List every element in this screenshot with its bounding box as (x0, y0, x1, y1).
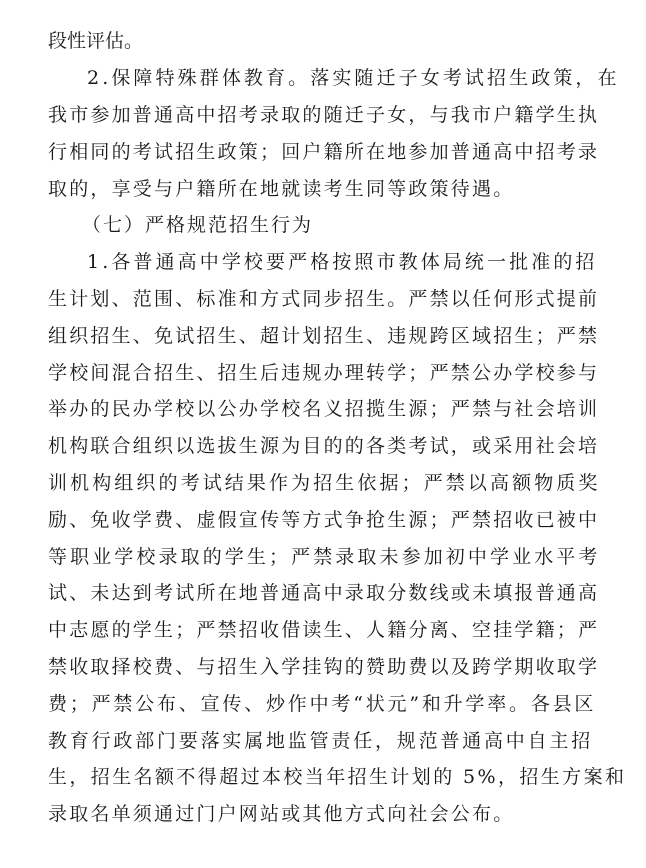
text-line (0, 652, 646, 682)
line-text: 励、免收学费、虚假宣传等方式争抢生源；严禁招收已被中 (48, 509, 600, 531)
line-text: 机构联合组织以选拔生源为目的的各类考试，或采用社会培 (48, 435, 600, 457)
line-text: 试、未达到考试所在地普通高中录取分数线或未填报普通高 (48, 582, 600, 604)
text-line (0, 394, 646, 424)
line-text: 禁收取择校费、与招生入学挂钩的赞助费以及跨学期收取学 (48, 656, 600, 678)
text-line (0, 247, 646, 277)
text-line (0, 321, 646, 351)
text-line (0, 358, 646, 388)
text-line (0, 726, 646, 756)
text-line (0, 615, 646, 645)
text-line (0, 100, 646, 130)
text-line (0, 542, 646, 572)
line-text: 录取名单须通过门户网站或其他方式向社会公布。 (48, 803, 515, 825)
line-text: 2.保障特殊群体教育。落实随迁子女考试招生政策，在 (87, 67, 620, 89)
line-text: 学校间混合招生、招生后违规办理转学；严禁公办学校参与 (48, 362, 600, 384)
line-text: 中志愿的学生；严禁招收借读生、人籍分离、空挂学籍；严 (48, 619, 600, 641)
text-line (0, 174, 646, 204)
text-line (0, 137, 646, 167)
text-line (0, 431, 646, 461)
text-line (0, 26, 646, 56)
text-line (0, 284, 646, 314)
line-text: 生，招生名额不得超过本校当年招生计划的 5%，招生方案和 (48, 766, 627, 788)
text-line (0, 505, 646, 535)
line-text: 教育行政部门要落实属地监管责任，规范普通高中自主招 (48, 730, 594, 752)
line-text: 段性评估。 (48, 30, 144, 52)
line-text: 组织招生、免试招生、超计划招生、违规跨区域招生；严禁 (48, 325, 600, 347)
line-text: 1.各普通高中学校要严格按照市教体局统一批准的招 (87, 251, 598, 273)
line-text: 举办的民办学校以公办学校名义招揽生源；严禁与社会培训 (48, 398, 600, 420)
line-text: 我市参加普通高中招考录取的随迁子女，与我市户籍学生执 (48, 104, 600, 126)
line-text: 等职业学校录取的学生；严禁录取未参加初中学业水平考 (48, 546, 601, 568)
line-text: 生计划、范围、标准和方式同步招生。严禁以任何形式提前 (48, 288, 600, 310)
section-heading-text: （七）严格规范招生行为 (82, 214, 314, 236)
section-heading (0, 210, 646, 240)
text-line (0, 468, 646, 498)
text-line (0, 63, 646, 93)
line-text: 训机构组织的考试结果作为招生依据；严禁以高额物质奖 (48, 472, 601, 494)
line-text: 取的，享受与户籍所在地就读考生同等政策待遇。 (48, 178, 515, 200)
text-line (0, 578, 646, 608)
line-text: 费；严禁公布、宣传、炒作中考“状元”和升学率。各县区 (48, 693, 597, 715)
line-text: 行相同的考试招生政策；回户籍所在地参加普通高中招考录 (48, 141, 600, 163)
text-line (0, 689, 646, 719)
text-line (0, 762, 646, 792)
text-line (0, 799, 646, 829)
